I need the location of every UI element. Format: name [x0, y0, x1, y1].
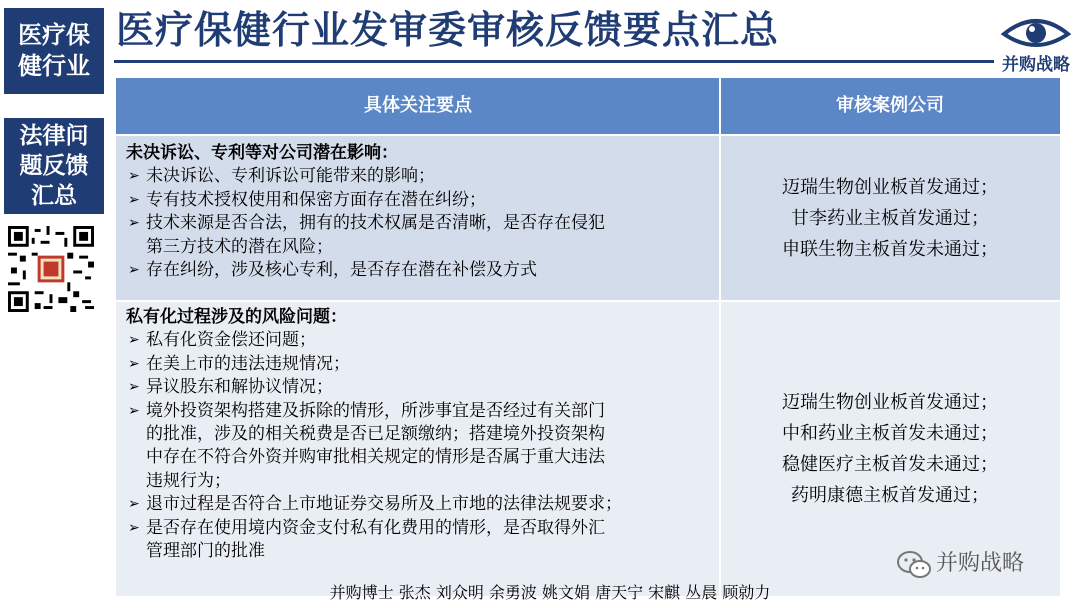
column-header-cases: 审核案例公司	[836, 95, 944, 116]
list-item: ➢ 技术来源是否合法，拥有的技术权属是否清晰，是否存在侵犯	[126, 212, 716, 235]
sidebar-topic-label: 法律问题反馈汇总	[19, 123, 89, 209]
list-item: ➢ 在美上市的违法违规情况；	[126, 353, 716, 376]
points-cell	[126, 306, 716, 563]
wechat-icon	[896, 550, 932, 580]
table-header	[116, 78, 1060, 134]
points-cell	[126, 142, 716, 282]
list-item-continuation: 的批准，涉及的相关税费是否已足额缴纳；搭建境外投资架构	[146, 424, 605, 445]
page-title: 医疗保健行业发审委审核反馈要点汇总	[116, 8, 780, 52]
sidebar-topic-box	[4, 118, 104, 214]
list-item: ➢ 专有技术授权使用和保密方面存在潜在纠纷；	[126, 189, 716, 212]
case-company: 甘李药业主板首发通过；	[791, 207, 989, 229]
list-item-continuation: 第三方技术的潜在风险；	[146, 236, 333, 257]
arrow-bullet-icon: ➢	[128, 215, 140, 232]
case-company: 申联生物主板首发未通过；	[782, 238, 998, 260]
footer-credits: 并购博士 张杰 刘众明 余勇波 姚文娟 唐天宁 宋麒 丛晨 顾勍力	[329, 583, 771, 602]
row-heading: 私有化过程涉及的风险问题：	[126, 307, 347, 327]
arrow-bullet-icon: ➢	[128, 355, 140, 372]
arrow-bullet-icon: ➢	[128, 332, 140, 349]
qr-code-icon	[8, 226, 94, 312]
arrow-bullet-icon: ➢	[128, 496, 140, 513]
column-divider	[719, 78, 721, 596]
list-item: ➢ 退市过程是否符合上市地证券交易所及上市地的法律法规要求；	[126, 493, 716, 516]
case-company: 稳健医疗主板首发未通过；	[782, 454, 998, 475]
list-item-continuation: 管理部门的批准	[146, 541, 265, 562]
list-item: ➢ 未决诉讼、专利诉讼可能带来的影响；	[126, 165, 716, 188]
arrow-bullet-icon: ➢	[128, 168, 140, 185]
sidebar-industry-box	[4, 8, 104, 94]
list-item-continuation: 中存在不符合外资并购审批相关规定的情形是否属于重大违法	[146, 447, 605, 468]
list-item-continuation: 违规行为；	[146, 470, 231, 491]
arrow-bullet-icon: ➢	[128, 519, 140, 536]
list-item: ➢ 私有化资金偿还问题；	[126, 329, 716, 352]
arrow-bullet-icon: ➢	[128, 402, 140, 419]
row-heading: 未决诉讼、专利等对公司潜在影响：	[126, 143, 398, 163]
sidebar-industry-label: 医疗保健行业	[18, 21, 90, 80]
list-item: ➢ 是否存在使用境内资金支付私有化费用的情形，是否取得外汇	[126, 517, 716, 540]
review-table	[116, 78, 1060, 596]
list-item: ➢ 异议股东和解协议情况；	[126, 376, 716, 399]
case-company: 药明康德主板首发通过；	[791, 485, 989, 506]
logo-text: 并购战略	[1002, 55, 1070, 75]
case-company: 迈瑞生物创业板首发通过；	[782, 392, 998, 413]
table-row	[116, 136, 1060, 300]
arrow-bullet-icon: ➢	[128, 191, 140, 208]
cases-cell	[720, 136, 1060, 300]
arrow-bullet-icon: ➢	[128, 379, 140, 396]
column-header-points: 具体关注要点	[364, 95, 472, 116]
case-company: 中和药业主板首发未通过；	[782, 423, 998, 444]
title-divider	[114, 60, 994, 63]
case-company: 迈瑞生物创业板首发通过；	[782, 176, 998, 198]
arrow-bullet-icon: ➢	[128, 262, 140, 279]
list-item: ➢ 存在纠纷，涉及核心专利，是否存在潜在补偿及方式	[126, 259, 716, 282]
watermark-text: 并购战略	[936, 551, 1025, 576]
list-item: ➢ 境外投资架构搭建及拆除的情形，所涉事宜是否经过有关部门	[126, 400, 716, 423]
